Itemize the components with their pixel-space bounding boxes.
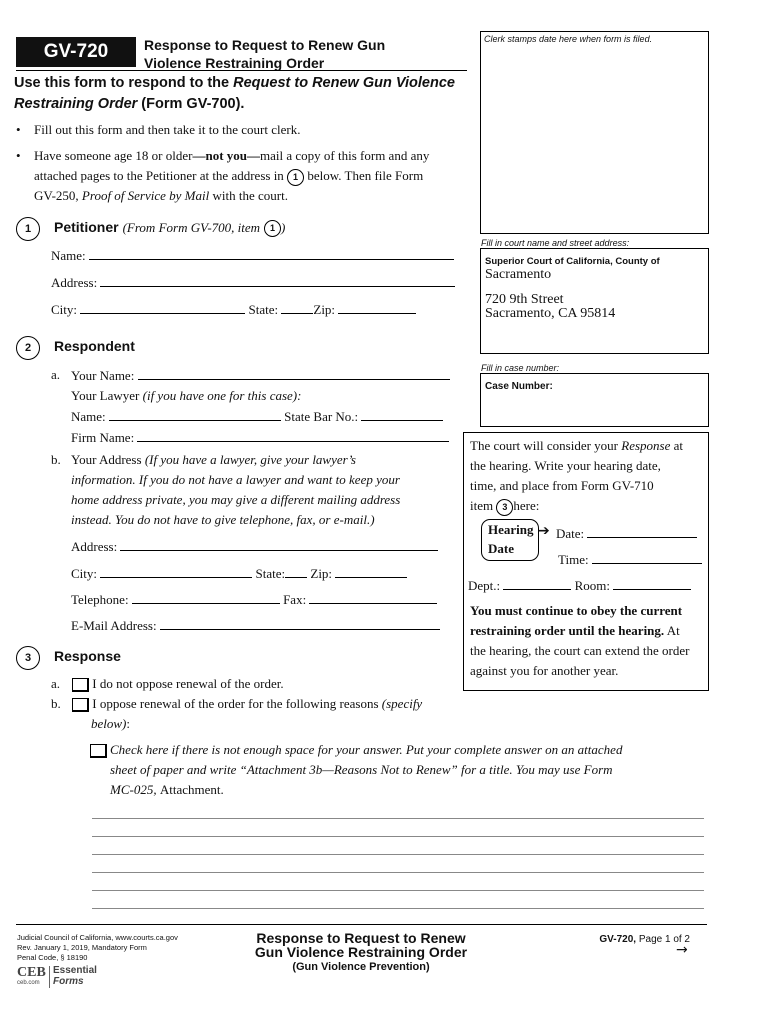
- resp-city-field[interactable]: [100, 563, 252, 578]
- resp-phone-row: [71, 589, 437, 610]
- petitioner-address-field[interactable]: [100, 272, 455, 287]
- respondent-a: [51, 365, 461, 448]
- response-option-b: [51, 694, 461, 734]
- hearing-room-label: Room:: [574, 578, 611, 593]
- reason-line-3[interactable]: [92, 854, 704, 855]
- bullet-1-text: Fill out this form and then take it to the court clerk.: [34, 122, 301, 137]
- footer-left-3: Penal Code, § 18190: [17, 953, 88, 962]
- bullet-2: • Have someone age 18 or older—not you—mail a copy of this form and any attached pages to the Petitioner at the address in 1 below. Then file Form GV-250, Proof of Service by Mail with the court.: [16, 148, 430, 203]
- petitioner-name-field[interactable]: [89, 245, 454, 260]
- bullet-2-bold: —not you—: [192, 148, 261, 163]
- header-rule: [16, 70, 467, 71]
- b-italic-3: home address private, you may give a different mailing address: [71, 492, 401, 507]
- reason-line-2[interactable]: [92, 836, 704, 837]
- form-number: GV-720: [43, 41, 109, 62]
- clerk-stamp-label: Clerk stamps date here when form is filed.: [484, 34, 653, 44]
- hearing-date-label: Date:: [556, 526, 585, 541]
- petitioner-state-label: State:: [248, 302, 279, 317]
- response-a-checkbox[interactable]: [72, 678, 89, 692]
- response-a-text: I do not oppose renewal of the order.: [92, 676, 284, 691]
- hearing-date-label-box: [481, 519, 539, 561]
- hearing-after-bold: At: [664, 623, 680, 638]
- intro-part1: Use this form to respond to the: [14, 75, 234, 91]
- section-1-header: [16, 217, 456, 241]
- resp-address-field[interactable]: [120, 536, 438, 551]
- case-label: Fill in case number:: [481, 363, 560, 373]
- response-b-text: I oppose renewal of the order for the following reasons: [92, 696, 382, 711]
- respondent-address-heading: Your Address: [71, 452, 142, 467]
- logo-essential: Essential: [53, 965, 97, 976]
- resp-phone-label: Telephone:: [71, 592, 129, 607]
- lawyer-name-label: Name:: [71, 409, 106, 424]
- footer-left: [17, 933, 178, 963]
- next-page-arrow: →: [676, 942, 688, 958]
- bullet-2-italic: Proof of Service by Mail: [81, 188, 210, 203]
- case-number-label: Case Number:: [485, 381, 553, 392]
- bullet-list: [16, 120, 466, 206]
- hearing-bold-2: restraining order until the hearing.: [470, 623, 665, 638]
- resp-fax-label: Fax:: [283, 592, 307, 607]
- response-b-italic: (specify: [381, 696, 423, 711]
- bullet-1: • Fill out this form and then take it to the court clerk.: [16, 122, 301, 137]
- resp-zip-label: Zip:: [310, 566, 333, 581]
- section-1-title: Petitioner: [54, 219, 119, 235]
- lawyer-label: Your Lawyer: [71, 388, 140, 403]
- hearing-line1b: at: [670, 438, 684, 453]
- hearing-dept-field[interactable]: [503, 575, 571, 590]
- intro-italic: Request to Renew Gun Violence Restraining Order: [14, 75, 455, 112]
- bullet-2-line3a: GV-250,: [34, 188, 82, 203]
- resp-fax-field[interactable]: [309, 589, 437, 604]
- hearing-dept-row: [468, 575, 691, 596]
- bullet-2-part1: Have someone age 18 or older: [34, 148, 193, 163]
- resp-email-field[interactable]: [160, 615, 440, 630]
- firm-row: [71, 427, 461, 448]
- lawyer-name-field[interactable]: [109, 406, 281, 421]
- bar-number-label: State Bar No.:: [284, 409, 359, 424]
- footer-center: [222, 931, 500, 975]
- b-italic-2: information. If you do not have a lawyer and want to keep your: [71, 472, 400, 487]
- petitioner-zip-field[interactable]: [338, 299, 416, 314]
- reason-line-6[interactable]: [92, 908, 704, 909]
- section-1-subtitle: (From Form GV-700, item: [122, 220, 261, 235]
- hearing-time-field[interactable]: [592, 549, 702, 564]
- footer-title-1: Response to Request to Renew: [256, 930, 466, 946]
- item-ref-1: 1: [287, 169, 304, 186]
- section-3-header: [16, 646, 121, 670]
- respondent-name-label: Your Name:: [71, 368, 135, 383]
- form-title: [144, 36, 385, 72]
- hearing-date-label2: Date: [488, 541, 514, 556]
- resp-state-label: State:: [255, 566, 286, 581]
- resp-zip-field[interactable]: [335, 563, 407, 578]
- court-county[interactable]: Sacramento: [485, 267, 552, 282]
- attachment-line-3-tail: Attachment.: [159, 782, 224, 797]
- firm-label: Firm Name:: [71, 430, 135, 445]
- resp-phone-field[interactable]: [132, 589, 280, 604]
- bar-number-field[interactable]: [361, 406, 443, 421]
- court-heading: Superior Court of California, County of: [485, 256, 660, 267]
- respondent-name-field[interactable]: [138, 365, 450, 380]
- section-1-number: 1: [16, 217, 40, 241]
- court-label: Fill in court name and street address:: [481, 238, 630, 248]
- bullet-2-line2a: attached pages to the Petitioner at the address in: [34, 168, 284, 183]
- attachment-note: [90, 740, 710, 800]
- clerk-stamp-box: [480, 31, 709, 234]
- hearing-date-field[interactable]: [587, 523, 697, 538]
- bullet-2-line3b: with the court.: [209, 188, 288, 203]
- resp-email-row: [71, 615, 440, 636]
- court-street[interactable]: 720 9th Street: [485, 292, 564, 307]
- section-2-header: [16, 336, 135, 360]
- attachment-line-3: MC-025,: [110, 782, 160, 797]
- petitioner-name-row: [51, 245, 459, 266]
- bullet-2-line2b: below. Then file Form: [307, 168, 424, 183]
- hearing-line2: the hearing. Write your hearing date,: [470, 458, 661, 473]
- court-city[interactable]: Sacramento, CA 95814: [485, 306, 616, 321]
- petitioner-address-row: [51, 272, 459, 293]
- hearing-line1a: The court will consider your: [470, 438, 622, 453]
- reason-line-4[interactable]: [92, 872, 704, 873]
- form-title-line1: Response to Request to Renew Gun: [144, 37, 386, 53]
- hearing-line-a: the hearing, the court can extend the order: [470, 643, 690, 658]
- court-box: [480, 248, 709, 354]
- hearing-dept-label: Dept.:: [468, 578, 501, 593]
- hearing-info-box: [463, 432, 709, 691]
- section-3-number: 3: [16, 646, 40, 670]
- footer-left-1: Judicial Council of California, www.courts.ca.gov: [17, 933, 178, 942]
- b-italic-4: instead. You do not have to give telephone, fax, or e-mail.): [71, 512, 375, 527]
- footer-subtitle: (Gun Violence Prevention): [292, 961, 430, 973]
- resp-email-label: E-Mail Address:: [71, 618, 157, 633]
- form-title-line2: Violence Restraining Order: [144, 55, 325, 71]
- petitioner-address-label: Address:: [51, 275, 98, 290]
- petitioner-city-field[interactable]: [80, 299, 245, 314]
- attachment-checkbox[interactable]: [90, 744, 107, 758]
- reason-line-1[interactable]: [92, 818, 704, 819]
- hearing-time-label: Time:: [558, 552, 589, 567]
- response-b-marker: b.: [51, 696, 61, 711]
- section-1-subtitle-end: ): [281, 220, 286, 235]
- case-number-box[interactable]: [480, 373, 709, 427]
- publisher-logo: [17, 966, 107, 990]
- petitioner-city-row: [51, 299, 461, 320]
- attachment-line-2: sheet of paper and write “Attachment 3b—Reasons Not to Renew” for a title. You may use Form: [110, 762, 613, 777]
- bullet-2-part2: mail a copy of this form and any: [260, 148, 430, 163]
- hearing-bold-1: You must continue to obey the current: [470, 603, 683, 618]
- logo-ceb: CEB: [17, 965, 46, 980]
- intro-text: [14, 73, 464, 115]
- lawyer-name-row: [71, 406, 461, 427]
- intro-part2: (Form GV-700).: [137, 96, 245, 112]
- hearing-line4b: here:: [513, 498, 540, 513]
- respondent-b: [51, 450, 461, 530]
- resp-state-field[interactable]: [285, 563, 307, 578]
- resp-city-label: City:: [71, 566, 98, 581]
- response-b-checkbox[interactable]: [72, 698, 89, 712]
- hearing-date-row: [556, 523, 697, 544]
- footer-page-number: Page 1 of 2: [638, 934, 690, 945]
- resp-address-row: [71, 536, 438, 557]
- footer-left-2: Rev. January 1, 2019, Mandatory Form: [17, 943, 147, 952]
- item-b-marker: b.: [51, 452, 61, 467]
- petitioner-name-label: Name:: [51, 248, 86, 263]
- resp-address-label: Address:: [71, 539, 118, 554]
- footer-title-2: Gun Violence Restraining Order: [254, 944, 468, 960]
- hearing-line3: time, and place from Form GV-710: [470, 478, 654, 493]
- logo-forms: Forms: [53, 976, 84, 987]
- logo-ceb-site: ceb.com: [17, 980, 40, 986]
- petitioner-zip-label: Zip:: [313, 302, 336, 317]
- logo-divider: [49, 966, 50, 988]
- item-a-marker: a.: [51, 367, 61, 382]
- response-a-marker: a.: [51, 676, 61, 691]
- petitioner-city-label: City:: [51, 302, 78, 317]
- petitioner-state-field[interactable]: [281, 299, 313, 314]
- respondent-name-row: [71, 365, 461, 386]
- section-1-ref: 1: [264, 220, 281, 237]
- attachment-line-1: Check here if there is not enough space for your answer. Put your complete answer on an attached: [110, 742, 623, 757]
- hearing-room-field[interactable]: [613, 575, 691, 590]
- footer-rule: [16, 924, 707, 925]
- hearing-line-b: against you for another year.: [470, 663, 619, 678]
- footer-right: [560, 934, 690, 945]
- form-number-badge: [16, 37, 136, 67]
- response-b-colon: :: [126, 716, 131, 731]
- response-option-a: [51, 674, 284, 694]
- hearing-line1-italic: Response: [621, 438, 671, 453]
- reason-line-5[interactable]: [92, 890, 704, 891]
- response-b-italic2: below): [91, 716, 127, 731]
- next-page-arrow-icon[interactable]: [676, 942, 688, 958]
- resp-city-row: [71, 563, 407, 584]
- hearing-time-row: [558, 549, 702, 570]
- footer-form-number: GV-720,: [599, 934, 637, 945]
- lawyer-row: [71, 386, 461, 406]
- section-2-number: 2: [16, 336, 40, 360]
- hearing-arrow: ➔: [538, 523, 550, 539]
- hearing-line4a: item: [470, 498, 494, 513]
- section-2-title: Respondent: [54, 338, 135, 354]
- section-3-title: Response: [54, 648, 121, 664]
- item-ref-3: 3: [496, 499, 513, 516]
- firm-field[interactable]: [137, 427, 449, 442]
- hearing-date-label1: Hearing: [488, 522, 534, 537]
- lawyer-italic: (if you have one for this case):: [142, 388, 302, 403]
- b-italic-1: (If you have a lawyer, give your lawyer’s: [144, 452, 356, 467]
